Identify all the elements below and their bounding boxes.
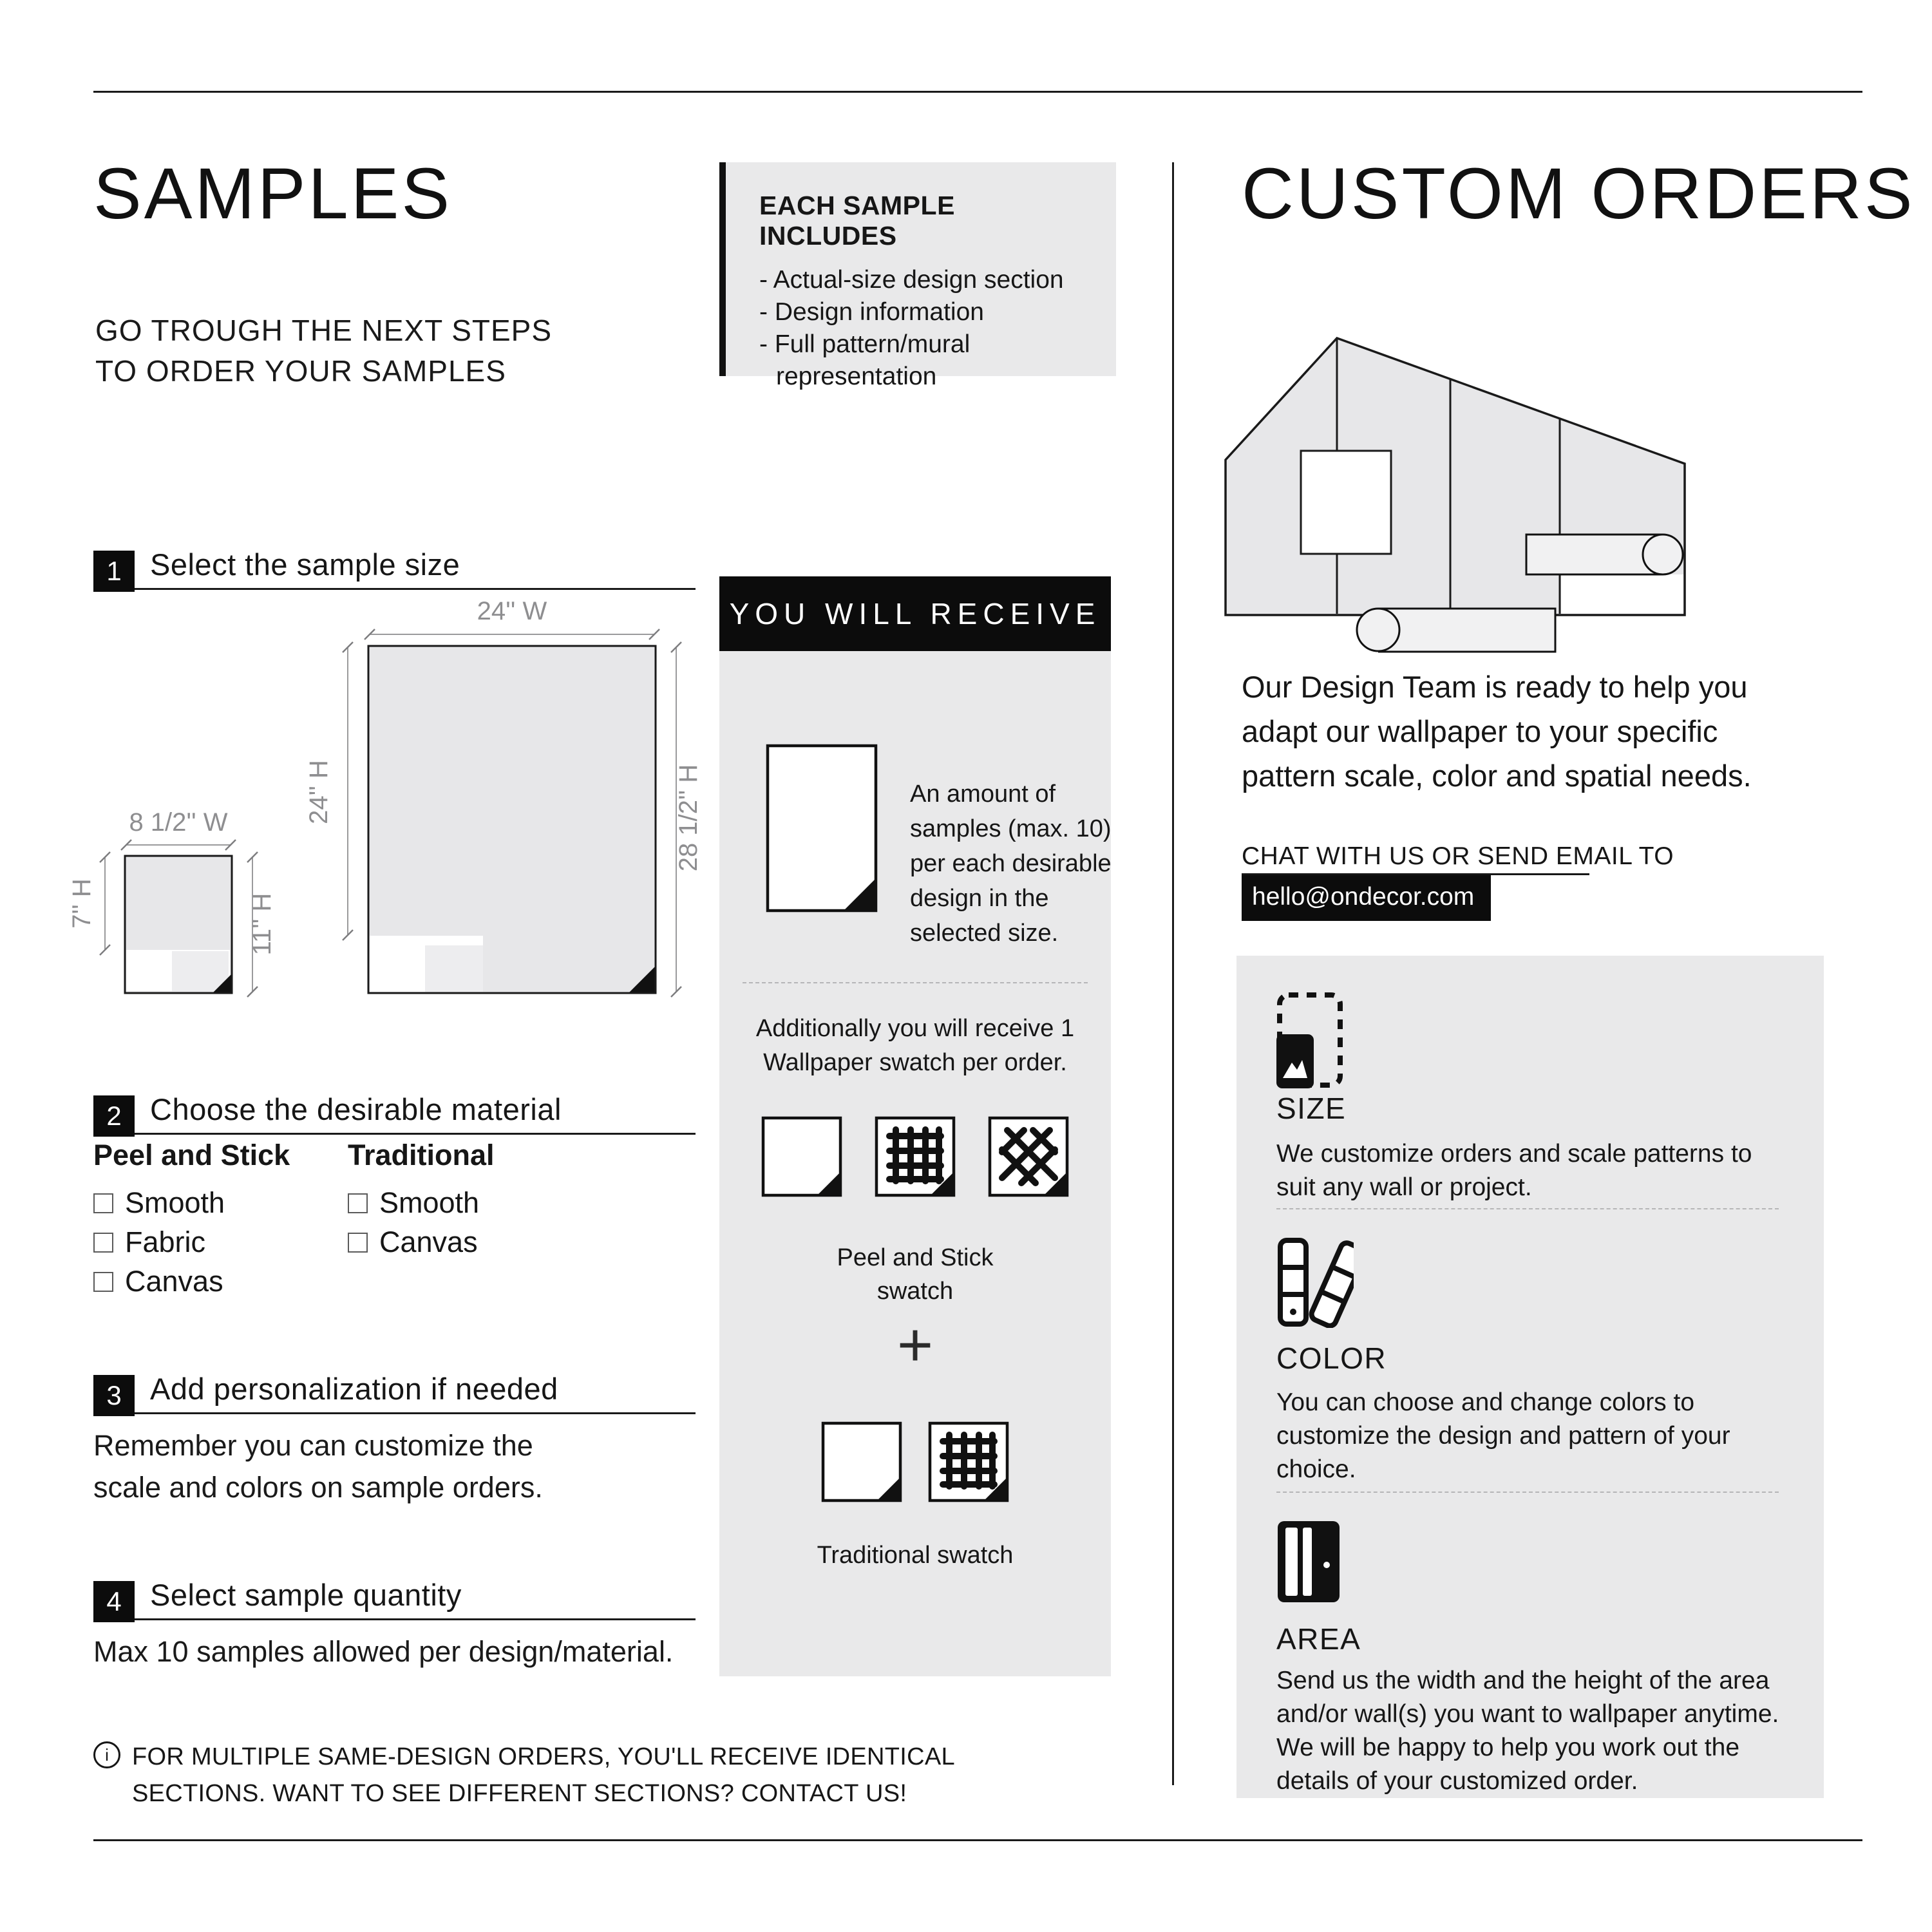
footer-note — [93, 1739, 955, 1812]
swatch-grid-icon — [928, 1421, 1009, 1502]
checkbox-icon[interactable] — [348, 1233, 368, 1253]
material-option-peel-smooth[interactable] — [93, 1186, 290, 1219]
large-height-left-label: 24'' H — [305, 760, 333, 824]
material-option-peel-fabric[interactable] — [93, 1228, 290, 1256]
material-option-label: Fabric — [125, 1226, 206, 1258]
wallpaper-roll-icon — [1526, 535, 1683, 574]
sample-size-diagram — [64, 599, 708, 1011]
you-will-receive-panel — [719, 651, 1111, 1676]
step-3-text: Remember you can customize the scale and colors on sample orders. — [93, 1429, 543, 1504]
step-3-title: Add personalization if needed — [150, 1372, 558, 1406]
color-text: You can choose and change colors to customize the design and pattern of your choice. — [1276, 1388, 1730, 1483]
traditional-heading: Traditional — [348, 1139, 495, 1171]
additional-swatch-text: Additionally you will receive 1 Wallpaper swatch per order. — [755, 1015, 1075, 1077]
traditional-swatch-row — [719, 1421, 1111, 1502]
custom-options-box — [1236, 956, 1824, 1798]
size-text: We customize orders and scale patterns to suit any wall or project. — [1276, 1140, 1752, 1201]
step-2-header — [93, 1090, 696, 1135]
sample-sheet-icon — [766, 744, 878, 913]
each-sample-includes-box — [719, 162, 1116, 390]
area-icon — [1276, 1520, 1341, 1604]
large-sample-inner-square — [425, 945, 483, 992]
large-width-label: 24'' W — [477, 599, 547, 625]
step-3-number-badge: 3 — [93, 1375, 135, 1416]
dashed-divider — [743, 982, 1088, 983]
step-4-text: Max 10 samples allowed per design/material. — [93, 1635, 674, 1668]
material-option-label: Smooth — [379, 1186, 480, 1219]
chat-label: CHAT WITH US OR SEND EMAIL TO — [1242, 842, 1674, 870]
includes-item: - Actual-size design section — [759, 266, 1064, 294]
checkbox-icon[interactable] — [93, 1272, 113, 1292]
checkbox-icon[interactable] — [93, 1233, 113, 1253]
material-option-peel-canvas[interactable] — [93, 1267, 290, 1296]
dashed-divider — [1276, 1208, 1779, 1209]
step-3-header — [93, 1369, 696, 1414]
peel-swatch-label: Peel and Stick swatch — [837, 1244, 994, 1305]
you-will-receive-header: YOU WILL RECEIVE — [719, 576, 1111, 651]
top-rule — [93, 91, 1862, 93]
small-sample-inner-square — [172, 951, 229, 991]
size-heading: SIZE — [1276, 1092, 1347, 1125]
swatch-lattice-icon — [988, 1116, 1069, 1197]
area-text: Send us the width and the height of the area and/or wall(s) you want to wallpaper anytime. We will be happy to help you work out the details of your customized order. — [1276, 1667, 1779, 1795]
step-1-underline — [93, 588, 696, 590]
window — [1301, 451, 1391, 554]
color-heading: COLOR — [1276, 1341, 1387, 1375]
step-1-title: Select the sample size — [150, 547, 460, 582]
material-column-traditional — [348, 1139, 495, 1267]
footer-note-line2: SECTIONS. WANT TO SEE DIFFERENT SECTIONS? CONTACT US! — [132, 1780, 907, 1807]
small-height-right-label: 11'' H — [248, 893, 276, 956]
dashed-divider — [1276, 1492, 1779, 1493]
checkbox-icon[interactable] — [348, 1193, 368, 1213]
wallpaper-roll-icon — [1357, 609, 1555, 652]
step-4-underline — [93, 1618, 696, 1620]
step-4-header — [93, 1575, 696, 1620]
plus-icon: + — [896, 1311, 934, 1379]
area-heading: AREA — [1276, 1622, 1361, 1656]
includes-item: - Full pattern/mural representation — [759, 330, 971, 390]
step-4-number-badge: 4 — [93, 1581, 135, 1622]
custom-intro-text: Our Design Team is ready to help you adapt our wallpaper to your specific pattern scale, color and spatial needs. — [1242, 670, 1752, 793]
small-height-left-label: 7'' H — [68, 878, 96, 929]
peel-swatch-row — [719, 1116, 1111, 1197]
samples-subtitle-line1: GO TROUGH THE NEXT STEPS — [95, 314, 553, 347]
step-1-number-badge: 1 — [93, 551, 135, 592]
swatch-plain-icon — [821, 1421, 902, 1502]
step-2-number-badge: 2 — [93, 1095, 135, 1137]
traditional-swatch-label: Traditional swatch — [817, 1542, 1014, 1569]
material-option-label: Canvas — [379, 1226, 478, 1258]
samples-subtitle — [95, 310, 552, 392]
samples-title: SAMPLES — [93, 153, 453, 234]
color-icon — [1276, 1236, 1354, 1328]
material-option-traditional-smooth[interactable] — [348, 1186, 495, 1219]
large-height-right-label: 28 1/2'' H — [674, 764, 703, 872]
step-2-title: Choose the desirable material — [150, 1092, 562, 1126]
includes-title: EACH SAMPLE INCLUDES — [759, 191, 955, 251]
custom-orders-title: CUSTOM ORDERS — [1242, 153, 1915, 234]
info-icon — [93, 1741, 120, 1768]
house-illustration — [1224, 322, 1700, 657]
size-icon — [1276, 992, 1343, 1088]
column-divider — [1172, 162, 1174, 1785]
material-option-label: Canvas — [125, 1265, 223, 1298]
swatch-grid-icon — [875, 1116, 956, 1197]
bottom-rule — [93, 1839, 1862, 1841]
footer-note-text — [132, 1739, 955, 1812]
step-3-underline — [93, 1412, 696, 1414]
material-option-label: Smooth — [125, 1186, 225, 1219]
samples-subtitle-line2: TO ORDER YOUR SAMPLES — [95, 354, 506, 388]
step-2-underline — [93, 1133, 696, 1135]
swatch-plain-icon — [761, 1116, 842, 1197]
includes-item: - Design information — [759, 298, 984, 326]
step-4-title: Select sample quantity — [150, 1578, 462, 1612]
material-option-traditional-canvas[interactable] — [348, 1228, 495, 1256]
material-column-peel — [93, 1139, 290, 1307]
step-1-header — [93, 545, 696, 590]
footer-note-line1: FOR MULTIPLE SAME-DESIGN ORDERS, YOU'LL RECEIVE IDENTICAL — [132, 1743, 955, 1770]
email-badge[interactable]: hello@ondecor.com — [1242, 875, 1491, 921]
checkbox-icon[interactable] — [93, 1193, 113, 1213]
small-width-label: 8 1/2'' W — [129, 808, 228, 837]
peel-and-stick-heading: Peel and Stick — [93, 1139, 290, 1171]
amount-text: An amount of samples (max. 10) per each desirable design in the selected size. — [910, 781, 1112, 947]
